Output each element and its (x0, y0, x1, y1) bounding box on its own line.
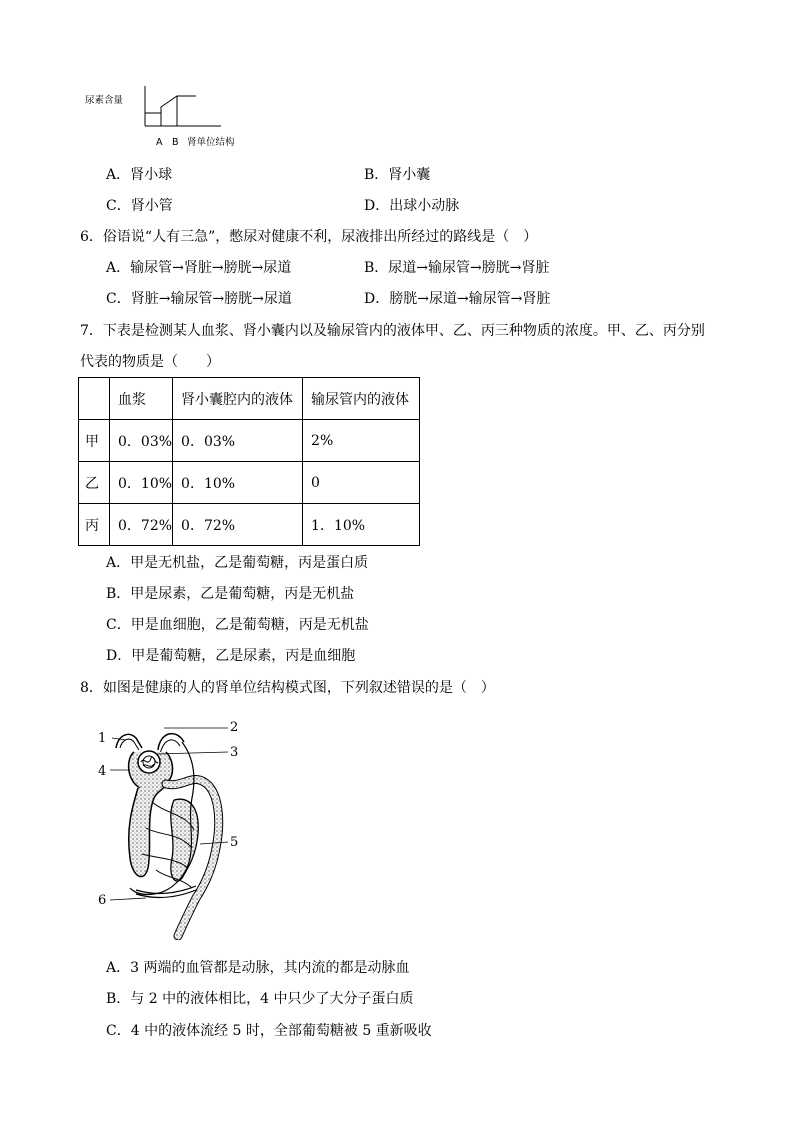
table-row (79, 420, 420, 462)
q7-option-b: B．甲是尿素，乙是葡萄糖，丙是无机盐 (106, 586, 355, 602)
table-cell: 乙 (79, 462, 110, 504)
q5-option-a: A．肾小球 (106, 167, 173, 183)
nephron-illustration (96, 718, 246, 940)
table-cell: 0 (303, 462, 420, 504)
graph-x-label: 肾单位结构 (187, 137, 235, 148)
table-cell: 0．10% (110, 462, 173, 504)
table-header-row (79, 378, 420, 420)
q5-option-b: B．肾小囊 (364, 167, 431, 183)
q6-option-d: D．膀胱→尿道→输尿管→肾脏 (364, 291, 551, 307)
nephron-label-1: 1 (98, 731, 107, 746)
table-header-cell: 肾小囊腔内的液体 (173, 378, 303, 420)
q6-option-b: B．尿道→输尿管→膀胱→肾脏 (364, 260, 550, 276)
table-header-cell: 输尿管内的液体 (303, 378, 420, 420)
table-row (79, 462, 420, 504)
table-header-cell: 血浆 (110, 378, 173, 420)
table-header-cell (79, 378, 110, 420)
nephron-label-6: 6 (98, 893, 107, 908)
q8-option-c: C．4 中的液体流经 5 时，全部葡萄糖被 5 重新吸收 (106, 1023, 432, 1039)
q8-option-a: A．3 两端的血管都是动脉，其内流的都是动脉血 (106, 960, 410, 976)
q7-option-a: A．甲是无机盐，乙是葡萄糖，丙是蛋白质 (106, 555, 369, 571)
graph-curve (145, 96, 196, 113)
q7-option-d: D．甲是葡萄糖，乙是尿素，丙是血细胞 (106, 648, 356, 664)
table-cell: 1．10% (303, 504, 420, 546)
graph-tick-a: A (156, 137, 163, 148)
table-cell: 0．72% (173, 504, 303, 546)
q6-stem: 6．俗语说“人有三急”，憋尿对健康不利，尿液排出所经过的路线是（ ） (80, 229, 538, 245)
nephron-label-3: 3 (230, 745, 239, 760)
nephron-diagram (96, 718, 246, 940)
q8-option-b: B．与 2 中的液体相比，4 中只少了大分子蛋白质 (106, 991, 414, 1007)
table-cell: 丙 (79, 504, 110, 546)
urea-content-graph (84, 80, 254, 152)
q7-option-c: C．甲是血细胞，乙是葡萄糖，丙是无机盐 (106, 617, 369, 633)
concentration-table (78, 377, 420, 546)
q5-option-d: D．出球小动脉 (364, 198, 460, 214)
table-cell: 0．10% (173, 462, 303, 504)
nephron-label-2: 2 (230, 720, 239, 735)
q7-stem-line2: 代表的物质是（ ） (80, 354, 220, 370)
q8-stem: 8．如图是健康的人的肾单位结构模式图，下列叙述错误的是（ ） (80, 680, 495, 696)
table-cell: 0．03% (173, 420, 303, 462)
table-row (79, 504, 420, 546)
q7-stem-line1: 7．下表是检测某人血浆、肾小囊内以及输尿管内的液体甲、乙、丙三种物质的浓度。甲、乙、丙分别 (80, 323, 705, 339)
q5-option-c: C．肾小管 (106, 198, 173, 214)
table-cell: 甲 (79, 420, 110, 462)
nephron-label-4: 4 (98, 764, 107, 779)
table-cell: 2% (303, 420, 420, 462)
nephron-label-5: 5 (230, 835, 239, 850)
graph-y-label: 尿素含量 (85, 95, 124, 106)
graph-tick-b: B (172, 137, 179, 148)
table-cell: 0．03% (110, 420, 173, 462)
q6-option-a: A．输尿管→肾脏→膀胱→尿道 (106, 260, 292, 276)
table-cell: 0．72% (110, 504, 173, 546)
q6-option-c: C．肾脏→输尿管→膀胱→尿道 (106, 291, 292, 307)
